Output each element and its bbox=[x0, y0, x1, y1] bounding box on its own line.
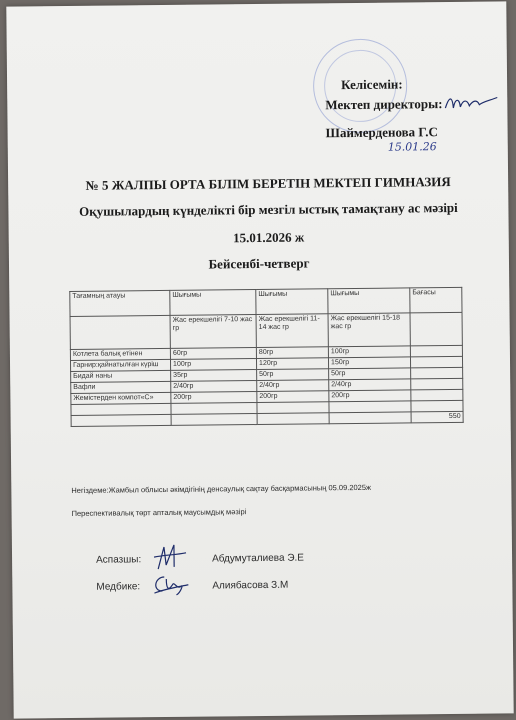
dish-name: Вафли bbox=[71, 381, 171, 393]
table-cell bbox=[171, 414, 257, 426]
column-header: Шығымы bbox=[256, 289, 328, 315]
basis-note: Негіздеме:Жамбыл облысы әкімдігінің денсаулық сақтау басқармасының 05.09.2025ж bbox=[71, 482, 372, 495]
portion-cell: 200гр bbox=[329, 390, 411, 402]
age-group-cell: Жас ерекшелігі 7-10 жас гр bbox=[170, 315, 256, 349]
cook-label: Аспазшы: bbox=[96, 554, 142, 566]
age-group-cell: Жас ерекшелігі 11-14 жас гр bbox=[256, 314, 328, 348]
director-label: Мектеп директоры: bbox=[325, 96, 443, 113]
price-cell bbox=[411, 367, 463, 379]
menu-table bbox=[69, 287, 463, 427]
price-cell bbox=[411, 378, 463, 390]
table-cell bbox=[70, 315, 170, 349]
menu-date: 15.01.2026 ж bbox=[233, 229, 305, 246]
portion-cell: 200гр bbox=[257, 391, 329, 403]
portion-cell: 35гр bbox=[171, 370, 257, 382]
dish-name: Жемістерден компот«С» bbox=[71, 392, 171, 404]
portion-cell: 2/40гр bbox=[257, 380, 329, 392]
age-group-cell: Жас ерекшелігі 15-18 жас гр bbox=[328, 313, 410, 347]
portion-cell: 2/40гр bbox=[329, 379, 411, 391]
cook-signature bbox=[152, 543, 188, 573]
portion-cell: 60гр bbox=[170, 348, 256, 360]
price-cell bbox=[410, 356, 462, 368]
dish-name: Гарнир:қайнатылған күріш bbox=[70, 359, 170, 371]
table-cell bbox=[411, 400, 463, 412]
dish-name: Бидай наны bbox=[71, 370, 171, 382]
table-cell bbox=[329, 401, 411, 413]
nurse-name: Алиябасова З.М bbox=[212, 579, 289, 592]
price-cell bbox=[411, 389, 463, 401]
portion-cell: 50гр bbox=[329, 368, 411, 380]
approve-label: Келісемін: bbox=[341, 76, 403, 93]
table-cell bbox=[257, 413, 329, 425]
approval-date-handwritten: 15.01.26 bbox=[387, 140, 437, 154]
school-title: № 5 ЖАЛПЫ ОРТА БІЛІМ БЕРЕТІН МЕКТЕП ГИМНАЗИЯ bbox=[85, 173, 451, 193]
total-price: 550 bbox=[411, 411, 463, 423]
portion-cell: 80гр bbox=[256, 347, 328, 359]
dish-name: Котлета балық етінен bbox=[70, 348, 170, 360]
portion-cell: 100гр bbox=[328, 346, 410, 358]
portion-cell: 50гр bbox=[257, 369, 329, 381]
column-header: Шығымы bbox=[328, 288, 410, 314]
price-cell bbox=[410, 345, 462, 357]
director-name: Шаймерденова Г.С bbox=[325, 124, 438, 141]
nurse-signature bbox=[150, 571, 190, 597]
document-page bbox=[6, 1, 513, 718]
menu-title: Оқушылардың күнделікті бір мезгіл ыстық тамақтану ас мәзірі bbox=[79, 199, 458, 219]
director-signature bbox=[443, 91, 499, 114]
age-group-row bbox=[70, 312, 462, 349]
portion-cell: 150гр bbox=[328, 357, 410, 369]
table-cell bbox=[329, 412, 411, 424]
perspective-note: Переспективалық төрт апталық маусымдық мәзірі bbox=[71, 507, 247, 518]
table-cell bbox=[171, 403, 257, 415]
portion-cell: 200гр bbox=[171, 392, 257, 404]
cook-name: Абдумуталиева Э.Е bbox=[212, 552, 304, 565]
column-header: Тағамның атауы bbox=[70, 290, 170, 316]
table-cell bbox=[257, 402, 329, 414]
column-header: Шығымы bbox=[170, 290, 256, 316]
nurse-label: Медбике: bbox=[96, 581, 141, 593]
portion-cell: 2/40гр bbox=[171, 381, 257, 393]
table-cell bbox=[410, 312, 462, 346]
table-cell bbox=[71, 414, 171, 426]
portion-cell: 100гр bbox=[170, 359, 256, 371]
portion-cell: 120гр bbox=[256, 358, 328, 370]
menu-days: Бейсенбі-четверг bbox=[208, 255, 310, 272]
column-header: Бағасы bbox=[410, 287, 462, 313]
